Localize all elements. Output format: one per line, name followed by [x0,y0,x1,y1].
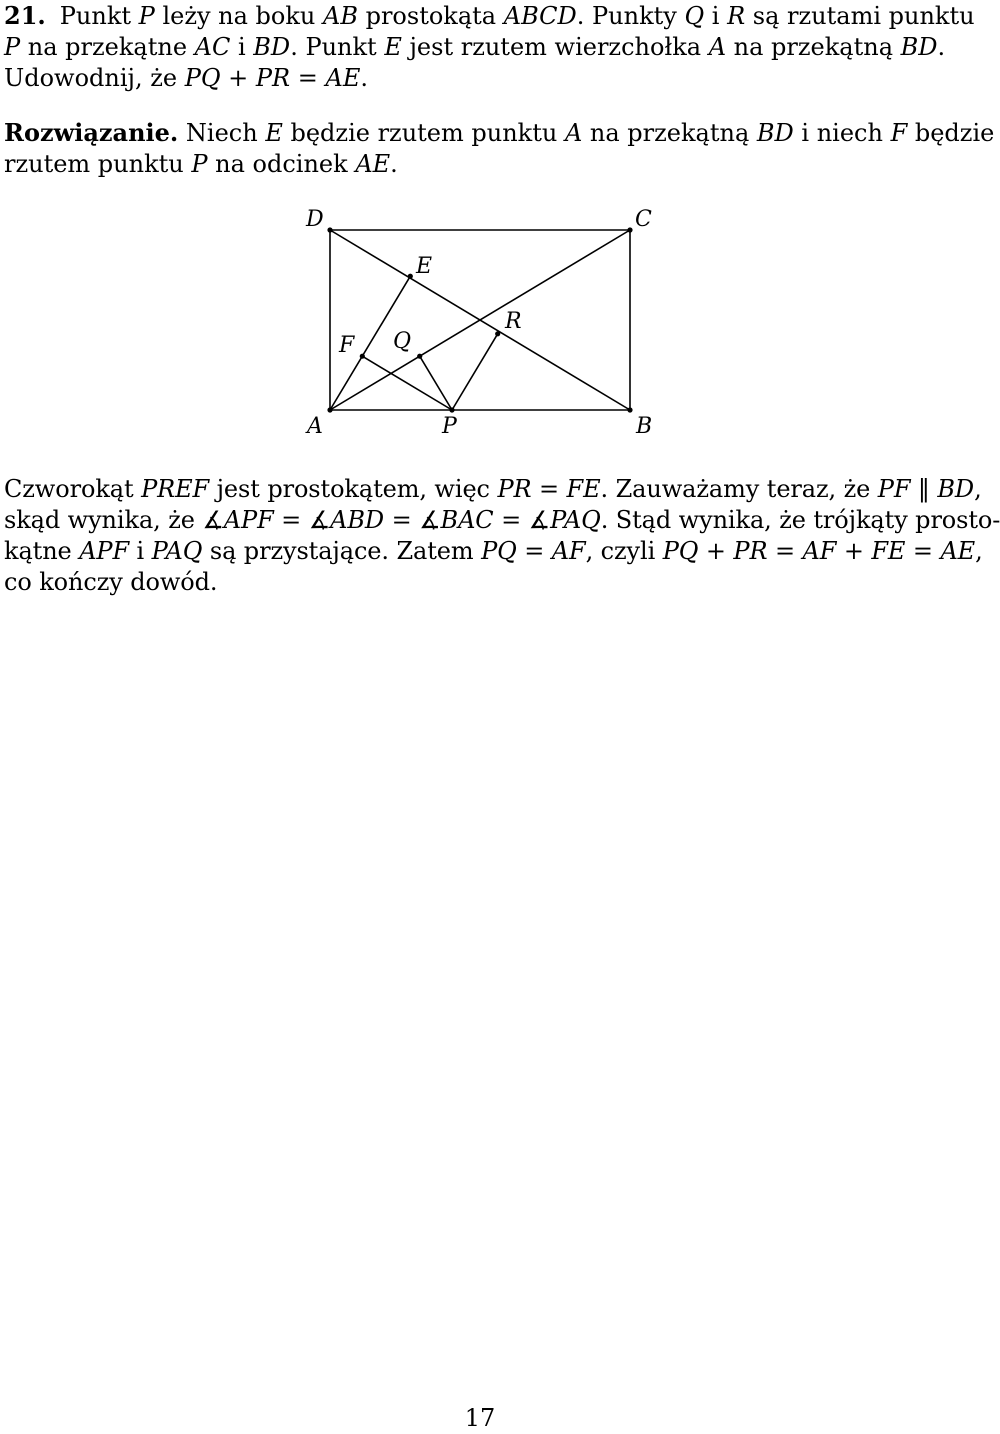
problem-line-2 [4,31,945,63]
text-run: FE [566,475,601,503]
text-run: AE [355,150,391,178]
text-run: PQ [481,537,517,565]
text-run: A [708,33,727,61]
text-run: co kończy dowód. [4,568,218,596]
text-run: P [191,150,208,178]
text-run: PR [255,64,291,92]
text-run: prostokąta [357,2,504,30]
label-B: B [636,414,653,439]
text-run: . [937,33,946,61]
text-run: i [129,537,152,565]
text-run: BAC [440,506,494,534]
text-run: ABCD [503,2,577,30]
text-run: + [836,537,872,565]
text-run: na przekątną [582,119,757,147]
text-run: i [704,2,728,30]
problem-line-3-text [4,64,368,92]
text-run: będzie rzutem punktu [282,119,565,147]
text-run: PAQ [151,537,203,565]
text-run: . Zauważamy teraz, że [600,475,878,503]
text-run: PF [877,475,911,503]
conclusion-line-1 [4,473,982,505]
point-P [449,407,454,412]
text-run: PQ [184,64,221,92]
label-F: F [339,333,355,358]
text-run: BD [900,33,938,61]
solution-line-2-text [4,150,398,178]
label-R: R [505,309,522,334]
text-run: rzutem punktu [4,150,192,178]
text-run: PR [497,475,532,503]
text-run: na odcinek [207,150,356,178]
text-run: AF [802,537,837,565]
solution-line-1-text [178,119,994,147]
problem-line-1 [4,0,975,32]
text-run: leży na boku [154,2,323,30]
text-run: BD [253,33,291,61]
conclusion-line-4-text [4,568,217,596]
problem-line-2-text [4,33,945,61]
conclusion-line-3-text [4,537,983,565]
text-run: = [290,64,326,92]
text-run: A [564,119,583,147]
conclusion-line-3 [4,535,983,567]
text-run: = ∡ [493,506,551,534]
solution-line-2 [4,148,398,180]
text-run: E [265,119,283,147]
text-run: BD [756,119,794,147]
text-run: jest prostokątem, więc [209,475,498,503]
segment-PR [452,334,498,410]
text-run: ABD [330,506,385,534]
text-run: = [905,537,941,565]
text-run: P [4,33,21,61]
text-run: AE [940,537,976,565]
problem-line-3 [4,62,368,94]
solution-heading: Rozwiązanie. [4,118,179,147]
text-run: ‖ [910,475,938,503]
point-C [627,227,632,232]
text-run: = [531,475,567,503]
text-run: P [138,2,155,30]
label-P: P [442,414,457,439]
problem-line-1-text [60,2,975,30]
text-run: Q [684,2,705,30]
text-run: = ∡ [384,506,441,534]
text-run: są przystające. Zatem [202,537,482,565]
text-run: skąd wynika, że ∡ [4,506,224,534]
text-run: AE [325,64,361,92]
text-run: Punkt [59,2,139,30]
text-run: PAQ [550,506,601,534]
conclusion-line-1-text [4,475,982,503]
text-run: i [230,33,254,61]
text-run: APF [79,537,130,565]
text-run: AB [323,2,358,30]
text-run: , [975,537,983,565]
text-run: i niech [793,119,891,147]
text-run: . Stąd wynika, że trójkąty prosto- [600,506,1000,534]
conclusion-line-2-text [4,506,1000,534]
label-D: D [306,207,324,232]
text-run: . Punkty [576,2,685,30]
label-A: A [307,414,323,439]
point-F [360,354,365,359]
text-run: E [384,33,402,61]
solution-line-1 [4,117,994,149]
conclusion-line-2 [4,504,1000,536]
conclusion-line-4 [4,566,217,598]
text-run: BD [937,475,975,503]
text-run: R [727,2,746,30]
point-A [327,407,332,412]
text-run: jest rzutem wierzchołka [401,33,709,61]
text-run: + [220,64,256,92]
text-run: . [390,150,398,178]
text-run: F [890,119,908,147]
text-run: = [767,537,803,565]
text-run: kątne [4,537,80,565]
text-run: Udowodnij, że [4,64,185,92]
text-run: = [516,537,552,565]
point-E [408,274,413,279]
text-run: Czworokąt [4,475,142,503]
label-C: C [635,207,652,232]
text-run: + [698,537,734,565]
point-R [495,331,500,336]
text-run: Niech [178,119,266,147]
text-run: . Punkt [290,33,385,61]
text-run: = ∡ [273,506,331,534]
text-run: PREF [141,475,210,503]
text-run: PR [733,537,768,565]
text-run: na przekątną [726,33,901,61]
segment-PQ [420,356,452,410]
text-run: AF [551,537,586,565]
point-Q [417,354,422,359]
text-run: APF [223,506,274,534]
label-E: E [416,254,433,279]
label-Q: Q [393,329,412,354]
text-run: na przekątne [20,33,195,61]
text-run: , czyli [585,537,663,565]
text-run: będzie [907,119,995,147]
text-run: AC [194,33,231,61]
text-run: są rzutami punktu [745,2,975,30]
text-run: , [974,475,982,503]
point-D [327,227,332,232]
point-B [627,407,632,412]
problem-number: 21. [4,1,46,30]
text-run: FE [871,537,906,565]
geometry-figure [290,195,670,450]
text-run: PQ [662,537,699,565]
page-number: 17 [464,1404,496,1432]
text-run: . [360,64,368,92]
